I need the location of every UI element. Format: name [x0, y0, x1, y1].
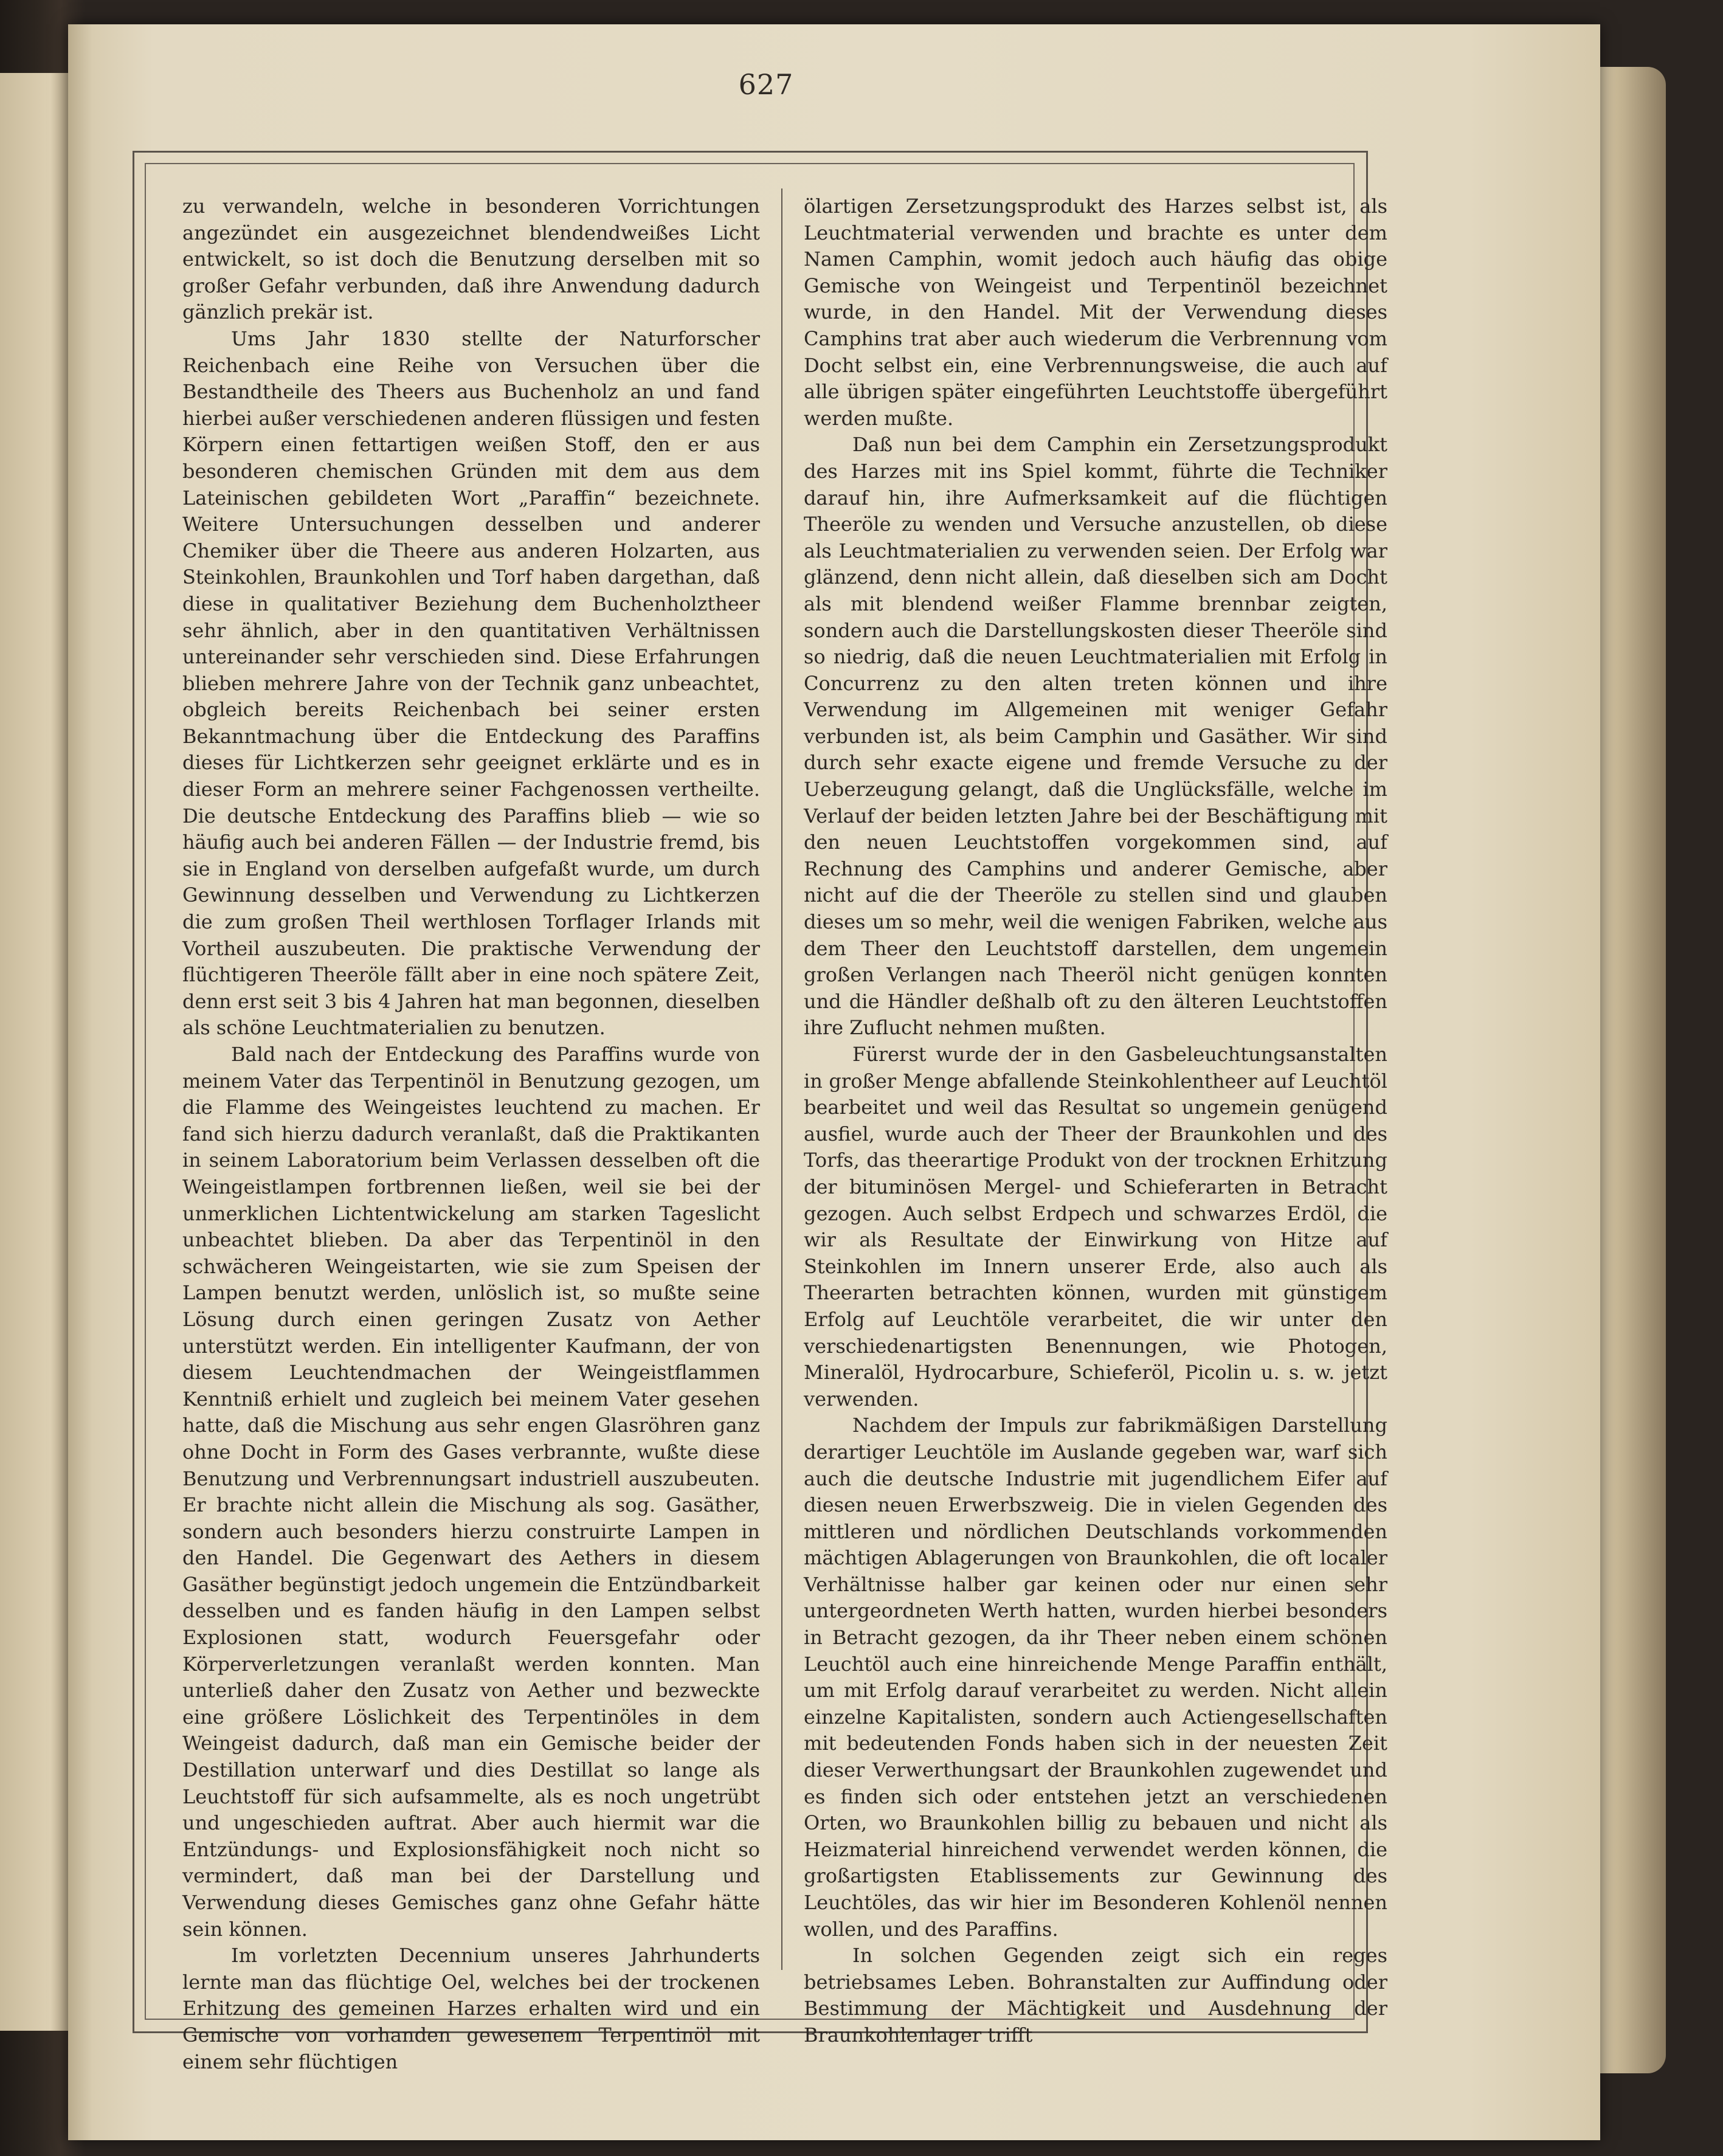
- paragraph: Im vorletzten Decennium unseres Jahrhunderts lernte man das flüchtige Oel, welches bei der trockenen Erhitzung des gemeinen Harzes erhalten wird und ein Gemische von vorhanden gewesenem Terpentinöl mit einem sehr flüchtigen: [182, 1944, 760, 2073]
- left-column: [182, 193, 760, 2073]
- paragraph: ölartigen Zersetzungsprodukt des Harzes selbst ist, als Leuchtmaterial verwenden und brachte es unter dem Namen Camphin, womit jedoch auch häufig das obige Gemische von Weingeist und Terpentinöl bezeichnet wurde, in den Handel. Mit der Verwendung dieses Camphins trat aber auch wiederum die Verbrennung vom Docht selbst ein, eine Verbrennungsweise, die auch auf alle übrigen später eingeführten Leuchtstoffe übergeführt werden mußte.: [804, 195, 1387, 430]
- paragraph: Bald nach der Entdeckung des Paraffins wurde von meinem Vater das Terpentinöl in Benutzung gezogen, um die Flamme des Weingeistes leuchtend zu machen. Er fand sich hierzu dadurch veranlaßt, daß die Praktikanten in seinem Laboratorium beim Verlassen desselben oft die Weingeistlampen fortbrennen ließen, weil sie bei der unmerklichen Lichtentwickelung am starken Tageslicht unbeachtet blieben. Da aber das Terpentinöl in den schwächeren Weingeistarten, wie sie zum Speisen der Lampen benutzt werden, unlöslich ist, so mußte seine Lösung durch einen geringen Zusatz von Aether unterstützt werden. Ein intelligenter Kaufmann, der von diesem Leuchtendmachen der Weingeistflammen Kenntniß erhielt und zugleich bei meinem Vater gesehen hatte, daß die Mischung aus sehr engen Glasröhren ganz ohne Docht in Form des Gases verbrannte, wußte diese Benutzung und Verbrennungsart industriell auszubeuten. Er brachte nicht allein die Mischung als sog. Gasäther, sondern auch besonders hierzu construirte Lampen in den Handel. Die Gegenwart des Aethers in diesem Gasäther begünstigt jedoch ungemein die Entzündbarkeit desselben und es fanden häufig in den Lampen selbst Explosionen statt, wodurch Feuersgefahr oder Körperverletzungen veranlaßt werden konnten. Man unterließ daher den Zusatz von Aether und bezweckte eine größere Löslichkeit des Terpentinöles in dem Weingeist dadurch, daß man ein Gemische beider der Destillation unterwarf und dies Destillat so lange als Leuchtstoff für sich aufsammelte, als es noch ungetrübt und ungeschieden auftrat. Aber auch hiermit war die Entzündungs- und Explosionsfähigkeit noch nicht so vermindert, daß man bei der Darstellung und Verwendung dieses Gemisches ganz ohne Gefahr hätte sein können.: [182, 1043, 760, 1941]
- paragraph: Ums Jahr 1830 stellte der Naturforscher Reichenbach eine Reihe von Versuchen über die Bestandtheile des Theers aus Buchenholz an und fand hierbei außer verschiedenen anderen flüssigen und festen Körpern einen fettartigen weißen Stoff, den er aus besonderen chemischen Gründen mit dem aus dem Lateinischen gebildeten Wort „Paraffin“ bezeichnete. Weitere Untersuchungen desselben und anderer Chemiker über die Theere aus anderen Holzarten, aus Steinkohlen, Braunkohlen und Torf haben dargethan, daß diese in qualitativer Beziehung dem Buchenholztheer sehr ähnlich, aber in den quantitativen Verhältnissen untereinander sehr verschieden sind. Diese Erfahrungen blieben mehrere Jahre von der Technik ganz unbeachtet, obgleich bereits Reichenbach bei seiner ersten Bekanntmachung über die Entdeckung des Paraffins dieses für Lichtkerzen sehr geeignet erklärte und es in dieser Form an mehrere seiner Fachgenossen vertheilte. Die deutsche Entdeckung des Paraffins blieb — wie so häufig auch bei anderen Fällen — der Industrie fremd, bis sie in England von derselben aufgefaßt wurde, um durch Gewinnung desselben und Verwendung zu Lichtkerzen die zum großen Theil werthlosen Torflager Irlands mit Vortheil auszubeuten. Die praktische Verwendung der flüchtigeren Theeröle fällt aber in eine noch spätere Zeit, denn erst seit 3 bis 4 Jahren hat man begonnen, dieselben als schöne Leuchtmaterialien zu benutzen.: [182, 327, 760, 1040]
- paragraph: Fürerst wurde der in den Gasbeleuchtungsanstalten in großer Menge abfallende Steinkohlentheer auf Leuchtöl bearbeitet und weil das Resultat so ungemein genügend ausfiel, wurde auch der Theer der Braunkohlen und des Torfs, das theerartige Produkt von der trocknen Erhitzung der bituminösen Mergel- und Schieferarten in Betracht gezogen. Auch selbst Erdpech und schwarzes Erdöl, die wir als Resultate der Einwirkung von Hitze auf Steinkohlen im Innern unserer Erde, also auch als Theerarten betrachten können, wurden mit günstigem Erfolg auf Leuchtöle verarbeitet, die wir unter den verschiedenartigsten Benennungen, wie Photogen, Mineralöl, Hydrocarbure, Schieferöl, Picolin u. s. w. jetzt verwenden.: [804, 1043, 1387, 1411]
- column-divider: [781, 188, 782, 1970]
- paragraph: Daß nun bei dem Camphin ein Zersetzungsprodukt des Harzes mit ins Spiel kommt, führte die Techniker darauf hin, ihre Aufmerksamkeit auf die flüchtigen Theeröle zu wenden und Versuche anzustellen, ob diese als Leuchtmaterialien zu verwenden seien. Der Erfolg war glänzend, denn nicht allein, daß dieselben sich am Docht als mit blendend weißer Flamme brennbar zeigten, sondern auch die Darstellungskosten dieser Theeröle sind so niedrig, daß die neuen Leuchtmaterialien mit Erfolg in Concurrenz zu den alten treten können und ihre Verwendung im Allgemeinen mit weniger Gefahr verbunden ist, als beim Camphin und Gasäther. Wir sind durch sehr exacte eigene und fremde Versuche zu der Ueberzeugung gelangt, daß die Unglücksfälle, welche im Verlauf der beiden letzten Jahre bei der Beschäftigung mit den neuen Leuchtstoffen vorgekommen sind, auf Rechnung des Camphins und anderer Gemische, aber nicht auf die der Theeröle zu stellen sind und glauben dieses um so mehr, weil die wenigen Fabriken, welche aus dem Theer den Leuchtstoff darstellen, dem ungemein großen Verlangen nach Theeröl nicht genügen konnten und die Händler deßhalb oft zu den älteren Leuchtstoffen ihre Zuflucht nehmen mußten.: [804, 433, 1387, 1040]
- right-column: [804, 193, 1387, 2047]
- page-number: 627: [738, 68, 794, 101]
- paragraph: zu verwandeln, welche in besonderen Vorrichtungen angezündet ein ausgezeichnet blendendweißes Licht entwickelt, so ist doch die Benutzung derselben mit so großer Gefahr verbunden, daß ihre Anwendung dadurch gänzlich prekär ist.: [182, 195, 760, 324]
- paragraph: In solchen Gegenden zeigt sich ein reges betriebsames Leben. Bohranstalten zur Auffindung oder Bestimmung der Mächtigkeit und Ausdehnung der Braunkohlenlager trifft: [804, 1944, 1387, 2047]
- paragraph: Nachdem der Impuls zur fabrikmäßigen Darstellung derartiger Leuchtöle im Auslande gegeben war, warf sich auch die deutsche Industrie mit jugendlichem Eifer auf diesen neuen Erwerbszweig. Die in vielen Gegenden des mittleren und nördlichen Deutschlands vorkommenden mächtigen Ablagerungen von Braunkohlen, die oft localer Verhältnisse halber gar keinen oder nur einen sehr untergeordneten Werth hatten, wurden hierbei besonders in Betracht gezogen, da ihr Theer neben einem schönen Leuchtöl auch eine hinreichende Menge Paraffin enthält, um mit Erfolg darauf verarbeitet zu werden. Nicht allein einzelne Kapitalisten, sondern auch Actiengesellschaften mit bedeutenden Fonds haben sich in der neuesten Zeit dieser Verwerthungsart der Braunkohlen zugewendet und es finden sich oder entstehen jetzt an verschiedenen Orten, wo Braunkohlen billig zu bebauen und nicht als Heizmaterial hinreichend verwendet werden können, die großartigsten Etablissements zur Gewinnung des Leuchtöles, das wir hier im Besonderen Kohlenöl nennen wollen, und des Paraffins.: [804, 1414, 1387, 1941]
